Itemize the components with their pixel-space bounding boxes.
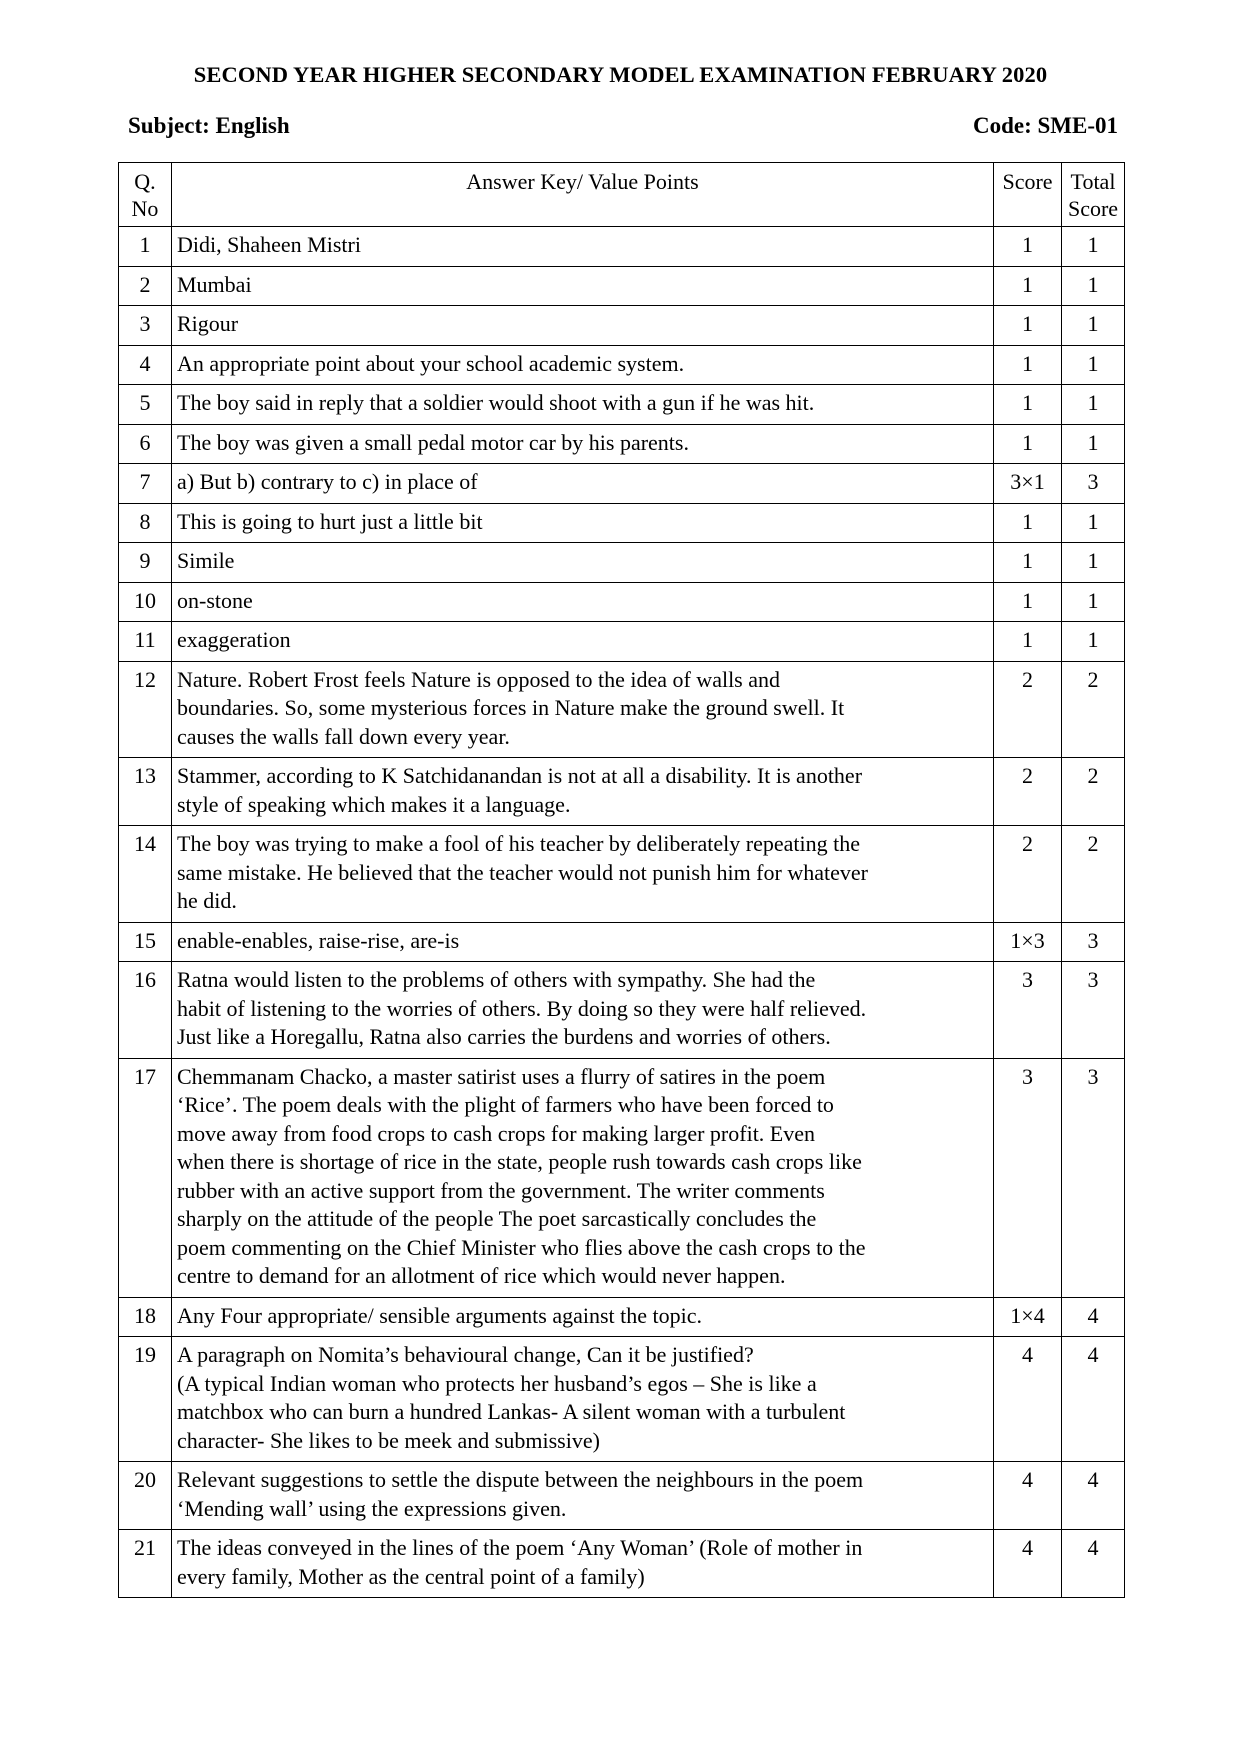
score-cell: 3 [994, 962, 1062, 1059]
table-row [119, 962, 1125, 1059]
answer-cell: Any Four appropriate/ sensible arguments against the topic. [172, 1297, 994, 1337]
total-score-cell: 1 [1062, 543, 1125, 583]
score-cell: 1×4 [994, 1297, 1062, 1337]
qno-cell: 11 [119, 622, 172, 662]
qno-cell: 15 [119, 922, 172, 962]
table-row [119, 345, 1125, 385]
qno-cell: 19 [119, 1337, 172, 1462]
qno-cell: 5 [119, 385, 172, 425]
qno-cell: 6 [119, 424, 172, 464]
table-body [119, 227, 1125, 1598]
total-score-cell: 1 [1062, 582, 1125, 622]
table-row [119, 266, 1125, 306]
table-row [119, 758, 1125, 826]
subject-label: Subject: English [128, 113, 290, 138]
table-row [119, 1297, 1125, 1337]
score-cell: 1 [994, 345, 1062, 385]
qno-cell: 7 [119, 464, 172, 504]
score-cell: 2 [994, 661, 1062, 758]
score-cell: 4 [994, 1530, 1062, 1598]
table-row [119, 582, 1125, 622]
answer-cell: Ratna would listen to the problems of others with sympathy. She had the habit of listening to the worries of others. By doing so they were half relieved. Just like a Horegallu, Ratna also carries the burdens and worries of others. [172, 962, 994, 1059]
table-row [119, 661, 1125, 758]
total-score-cell: 1 [1062, 227, 1125, 267]
qno-cell: 18 [119, 1297, 172, 1337]
answer-cell: Didi, Shaheen Mistri [172, 227, 994, 267]
answer-cell: Relevant suggestions to settle the dispute between the neighbours in the poem ‘Mending wall’ using the expressions given. [172, 1462, 994, 1530]
total-score-cell: 1 [1062, 266, 1125, 306]
answer-cell: Chemmanam Chacko, a master satirist uses a flurry of satires in the poem ‘Rice’. The poem deals with the plight of farmers who have been forced to move away from food crops to cash crops for making larger profit. Even when there is shortage of rice in the state, people rush towards cash crops like rubber with an active support from the government. The writer comments sharply on the attitude of the people The poet sarcastically concludes the poem commenting on the Chief Minister who flies above the cash crops to the centre to demand for an allotment of rice which would never happen. [172, 1058, 994, 1297]
score-cell: 4 [994, 1462, 1062, 1530]
score-cell: 1 [994, 503, 1062, 543]
qno-cell: 12 [119, 661, 172, 758]
table-row [119, 503, 1125, 543]
qno-cell: 9 [119, 543, 172, 583]
answer-cell: An appropriate point about your school academic system. [172, 345, 994, 385]
total-score-cell: 4 [1062, 1337, 1125, 1462]
table-row [119, 424, 1125, 464]
answer-cell: enable-enables, raise-rise, are-is [172, 922, 994, 962]
answer-cell: The boy said in reply that a soldier would shoot with a gun if he was hit. [172, 385, 994, 425]
qno-cell: 14 [119, 826, 172, 923]
total-score-cell: 3 [1062, 922, 1125, 962]
score-cell: 1 [994, 385, 1062, 425]
table-row [119, 306, 1125, 346]
qno-cell: 20 [119, 1462, 172, 1530]
table-row [119, 385, 1125, 425]
table-row [119, 1058, 1125, 1297]
score-cell: 1 [994, 424, 1062, 464]
table-row [119, 543, 1125, 583]
code-label: Code: SME-01 [972, 113, 1118, 138]
column-header-qno: Q. No [119, 163, 172, 227]
score-cell: 2 [994, 826, 1062, 923]
score-cell: 1 [994, 622, 1062, 662]
score-cell: 4 [994, 1337, 1062, 1462]
total-score-cell: 1 [1062, 345, 1125, 385]
total-score-cell: 1 [1062, 622, 1125, 662]
qno-cell: 17 [119, 1058, 172, 1297]
total-score-cell: 2 [1062, 826, 1125, 923]
table-row [119, 826, 1125, 923]
score-cell: 1 [994, 306, 1062, 346]
score-cell: 1 [994, 582, 1062, 622]
answer-cell: a) But b) contrary to c) in place of [172, 464, 994, 504]
total-score-cell: 3 [1062, 1058, 1125, 1297]
answer-key-table [118, 162, 1125, 1598]
total-score-cell: 1 [1062, 503, 1125, 543]
answer-cell: exaggeration [172, 622, 994, 662]
table-row [119, 622, 1125, 662]
exam-title: SECOND YEAR HIGHER SECONDARY MODEL EXAMINATION FEBRUARY 2020 [193, 62, 1048, 87]
total-score-cell: 2 [1062, 758, 1125, 826]
answer-cell: This is going to hurt just a little bit [172, 503, 994, 543]
qno-cell: 8 [119, 503, 172, 543]
total-score-cell: 1 [1062, 424, 1125, 464]
score-cell: 3 [994, 1058, 1062, 1297]
table-row [119, 922, 1125, 962]
answer-cell: on-stone [172, 582, 994, 622]
total-score-cell: 3 [1062, 962, 1125, 1059]
total-score-cell: 4 [1062, 1530, 1125, 1598]
total-score-cell: 1 [1062, 385, 1125, 425]
score-cell: 1 [994, 266, 1062, 306]
qno-cell: 1 [119, 227, 172, 267]
answer-cell: The boy was given a small pedal motor car by his parents. [172, 424, 994, 464]
qno-cell: 21 [119, 1530, 172, 1598]
total-score-cell: 2 [1062, 661, 1125, 758]
answer-cell: The ideas conveyed in the lines of the poem ‘Any Woman’ (Role of mother in every family, Mother as the central point of a family) [172, 1530, 994, 1598]
answer-cell: Nature. Robert Frost feels Nature is opposed to the idea of walls and boundaries. So, some mysterious forces in Nature make the ground swell. It causes the walls fall down every year. [172, 661, 994, 758]
qno-cell: 13 [119, 758, 172, 826]
score-cell: 1 [994, 543, 1062, 583]
answer-cell: Mumbai [172, 266, 994, 306]
table-row [119, 1337, 1125, 1462]
total-score-cell: 3 [1062, 464, 1125, 504]
table-row [119, 464, 1125, 504]
answer-cell: Simile [172, 543, 994, 583]
answer-cell: The boy was trying to make a fool of his teacher by deliberately repeating the same mistake. He believed that the teacher would not punish him for whatever he did. [172, 826, 994, 923]
table-row [119, 1530, 1125, 1598]
qno-cell: 16 [119, 962, 172, 1059]
answer-cell: A paragraph on Nomita’s behavioural change, Can it be justified? (A typical Indian woman who protects her husband’s egos – She is like a matchbox who can burn a hundred Lankas- A silent woman with a turbulent character- She likes to be meek and submissive) [172, 1337, 994, 1462]
qno-cell: 4 [119, 345, 172, 385]
score-cell: 3×1 [994, 464, 1062, 504]
qno-cell: 3 [119, 306, 172, 346]
table-header-row [119, 163, 1125, 227]
answer-cell: Rigour [172, 306, 994, 346]
table-row [119, 1462, 1125, 1530]
total-score-cell: 1 [1062, 306, 1125, 346]
column-header-score: Score [994, 163, 1062, 227]
total-score-cell: 4 [1062, 1462, 1125, 1530]
score-cell: 1×3 [994, 922, 1062, 962]
score-cell: 2 [994, 758, 1062, 826]
column-header-answer: Answer Key/ Value Points [172, 163, 994, 227]
qno-cell: 2 [119, 266, 172, 306]
column-header-total: Total Score [1062, 163, 1125, 227]
qno-cell: 10 [119, 582, 172, 622]
table-row [119, 227, 1125, 267]
score-cell: 1 [994, 227, 1062, 267]
answer-cell: Stammer, according to K Satchidanandan is not at all a disability. It is another style of speaking which makes it a language. [172, 758, 994, 826]
total-score-cell: 4 [1062, 1297, 1125, 1337]
